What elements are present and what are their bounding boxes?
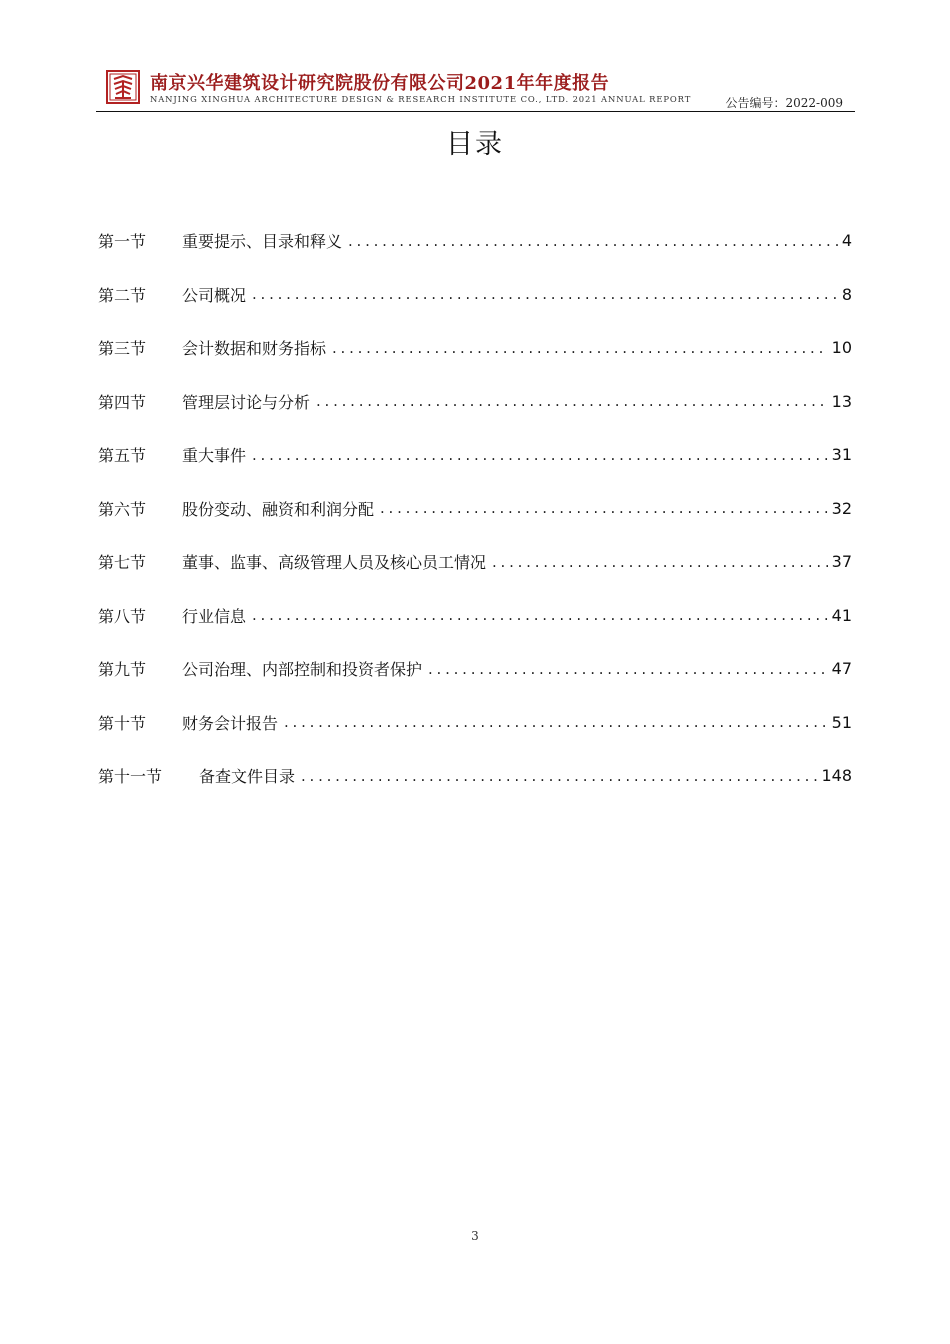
toc-leader-dots <box>284 713 828 731</box>
toc-section-name: 公司治理、内部控制和投资者保护 <box>182 660 423 680</box>
page-number: 3 <box>471 1229 479 1243</box>
toc-section-number: 第一节 <box>98 232 147 252</box>
header-divider <box>96 111 855 112</box>
toc-section-name: 董事、监事、高级管理人员及核心员工情况 <box>182 553 487 573</box>
toc-leader-dots <box>252 446 828 464</box>
toc-section-number: 第四节 <box>98 392 147 412</box>
toc-section-number: 第二节 <box>98 285 147 305</box>
toc-entry[interactable] <box>98 749 852 803</box>
company-report-title-english: NANJING XINGHUA ARCHITECTURE DESIGN & RESEARCH INSTITUTE CO., LTD. 2021 ANNUAL REPORT <box>150 94 692 104</box>
toc-page-number: 10 <box>831 338 852 358</box>
toc-entry[interactable] <box>98 642 852 696</box>
toc-title: 目录 <box>446 129 504 160</box>
toc-page-number: 47 <box>831 659 852 679</box>
toc-entry[interactable] <box>98 268 852 322</box>
toc-page-number: 13 <box>831 391 852 411</box>
company-seal-logo <box>106 70 140 104</box>
toc-leader-dots <box>332 339 828 357</box>
toc-page-number: 41 <box>831 605 852 625</box>
toc-leader-dots <box>252 285 838 303</box>
toc-leader-dots <box>348 232 838 250</box>
toc-page-number: 51 <box>831 712 852 732</box>
toc-page-number: 148 <box>821 766 852 786</box>
toc-leader-dots <box>316 392 828 410</box>
toc-leader-dots <box>492 553 828 571</box>
toc-section-name: 股份变动、融资和利润分配 <box>182 499 375 519</box>
toc-section-name: 重大事件 <box>182 446 247 466</box>
toc-entry[interactable] <box>98 535 852 589</box>
toc-entry[interactable] <box>98 214 852 268</box>
toc-section-number: 第九节 <box>98 660 147 680</box>
toc-entry[interactable] <box>98 589 852 643</box>
toc-section-name: 备查文件目录 <box>199 767 296 787</box>
toc-leader-dots <box>428 660 828 678</box>
toc-section-number: 第三节 <box>98 339 147 359</box>
toc-leader-dots <box>301 767 817 785</box>
toc-section-number: 第十节 <box>98 713 147 733</box>
toc-section-name: 财务会计报告 <box>182 713 279 733</box>
company-report-title: 南京兴华建筑设计研究院股份有限公司2021年年度报告 <box>150 73 610 94</box>
toc-section-number: 第十一节 <box>98 767 163 787</box>
toc-section-name: 会计数据和财务指标 <box>182 339 327 359</box>
table-of-contents <box>98 214 852 803</box>
toc-entry[interactable] <box>98 375 852 429</box>
announcement-number: 公告编号：2022-009 <box>725 96 843 110</box>
toc-section-number: 第五节 <box>98 446 147 466</box>
toc-entry[interactable] <box>98 321 852 375</box>
toc-section-number: 第六节 <box>98 499 147 519</box>
toc-section-name: 行业信息 <box>182 606 247 626</box>
toc-page-number: 32 <box>831 498 852 518</box>
toc-leader-dots <box>380 499 828 517</box>
toc-entry[interactable] <box>98 696 852 750</box>
toc-entry[interactable] <box>98 428 852 482</box>
toc-page-number: 4 <box>841 231 852 251</box>
toc-page-number: 37 <box>831 552 852 572</box>
toc-page-number: 8 <box>841 284 852 304</box>
toc-section-number: 第七节 <box>98 553 147 573</box>
report-header <box>96 68 855 114</box>
toc-section-number: 第八节 <box>98 606 147 626</box>
toc-section-name: 公司概况 <box>182 285 247 305</box>
toc-section-name: 重要提示、目录和释义 <box>182 232 343 252</box>
toc-section-name: 管理层讨论与分析 <box>182 392 311 412</box>
toc-entry[interactable] <box>98 482 852 536</box>
toc-page-number: 31 <box>831 445 852 465</box>
toc-leader-dots <box>252 606 828 624</box>
